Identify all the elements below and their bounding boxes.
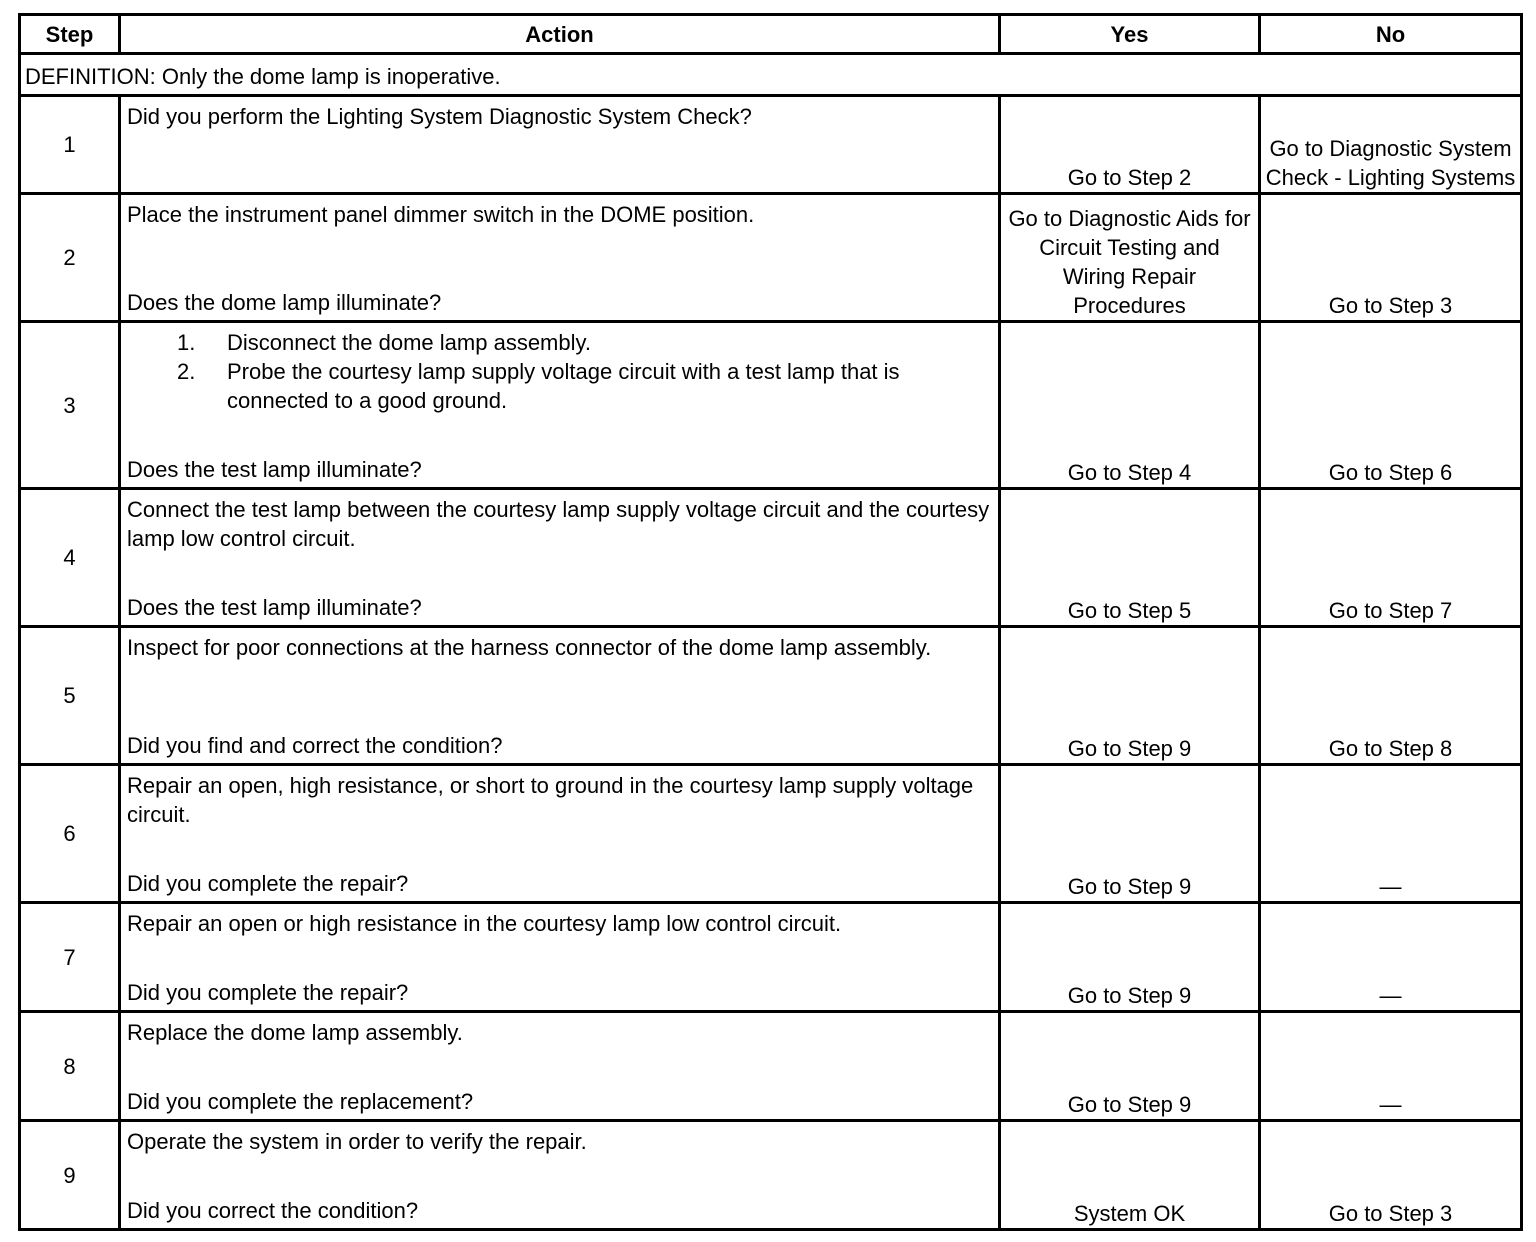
no-result: Go to Step 6 (1328, 460, 1453, 485)
yes-result: Go to Diagnostic Aids for Circuit Testing and Wiring Repair Procedures (1008, 206, 1251, 318)
table-row (20, 194, 1522, 322)
substep-number: 2. (177, 359, 196, 384)
yes-result: Go to Step 9 (1067, 983, 1192, 1008)
no-result: Go to Step 7 (1328, 598, 1453, 623)
action-instruction: Did you perform the Lighting System Diagnostic System Check? (127, 104, 752, 129)
step-number: 4 (20, 489, 120, 627)
action-cell (120, 489, 1000, 627)
step-number: 2 (20, 194, 120, 322)
no-result: Go to Step 3 (1328, 293, 1453, 318)
no-cell (1260, 96, 1522, 194)
yes-result: Go to Step 4 (1067, 460, 1192, 485)
header-action: Action (120, 15, 1000, 54)
yes-result: Go to Step 2 (1067, 165, 1192, 190)
action-cell (120, 194, 1000, 322)
step-number: 8 (20, 1012, 120, 1121)
no-cell (1260, 903, 1522, 1012)
header-yes: Yes (1000, 15, 1260, 54)
no-cell (1260, 1121, 1522, 1230)
yes-result: Go to Step 9 (1067, 1092, 1192, 1117)
yes-cell (1000, 194, 1260, 322)
header-row (20, 15, 1522, 54)
action-question: Did you find and correct the condition? (127, 733, 503, 758)
table-row (20, 96, 1522, 194)
table-row (20, 765, 1522, 903)
step-number: 5 (20, 627, 120, 765)
no-result: Go to Step 8 (1328, 736, 1453, 761)
yes-cell (1000, 1121, 1260, 1230)
action-instruction: Operate the system in order to verify the repair. (127, 1129, 587, 1154)
no-cell (1260, 1012, 1522, 1121)
substep-text: Disconnect the dome lamp assembly. (227, 330, 591, 355)
step-number: 1 (20, 96, 120, 194)
substep-item (127, 328, 992, 357)
action-cell (120, 322, 1000, 489)
definition-row (20, 54, 1522, 96)
action-question: Did you complete the repair? (127, 980, 409, 1005)
action-question: Does the test lamp illuminate? (127, 457, 422, 482)
yes-result: Go to Step 9 (1067, 874, 1192, 899)
yes-result: System OK (1073, 1201, 1186, 1226)
no-cell (1260, 322, 1522, 489)
action-question: Does the dome lamp illuminate? (127, 290, 442, 315)
table-row (20, 903, 1522, 1012)
no-result: — (1379, 874, 1402, 899)
table-row (20, 322, 1522, 489)
action-cell (120, 96, 1000, 194)
action-cell (120, 1012, 1000, 1121)
action-cell (120, 1121, 1000, 1230)
yes-cell (1000, 903, 1260, 1012)
no-result: Go to Step 3 (1328, 1201, 1453, 1226)
no-cell (1260, 765, 1522, 903)
table-row (20, 1012, 1522, 1121)
yes-result: Go to Step 5 (1067, 598, 1192, 623)
no-cell (1260, 194, 1522, 322)
yes-cell (1000, 1012, 1260, 1121)
action-instruction: Repair an open or high resistance in the courtesy lamp low control circuit. (127, 911, 842, 936)
action-cell (120, 903, 1000, 1012)
action-question: Did you complete the repair? (127, 871, 409, 896)
yes-cell (1000, 489, 1260, 627)
no-result: — (1379, 983, 1402, 1008)
action-substeps (127, 328, 992, 415)
table-row (20, 1121, 1522, 1230)
action-cell (120, 627, 1000, 765)
action-instruction: Connect the test lamp between the courtesy lamp supply voltage circuit and the courtesy lamp low control circuit. (127, 497, 990, 551)
action-instruction: Replace the dome lamp assembly. (127, 1020, 463, 1045)
step-number: 6 (20, 765, 120, 903)
no-result: — (1379, 1092, 1402, 1117)
definition-text: DEFINITION: Only the dome lamp is inoperative. (20, 54, 1522, 96)
substep-number: 1. (177, 330, 196, 355)
yes-result: Go to Step 9 (1067, 736, 1192, 761)
step-number: 7 (20, 903, 120, 1012)
no-cell (1260, 489, 1522, 627)
step-number: 3 (20, 322, 120, 489)
no-cell (1260, 627, 1522, 765)
yes-cell (1000, 765, 1260, 903)
yes-cell (1000, 96, 1260, 194)
action-cell (120, 765, 1000, 903)
action-question: Did you correct the condition? (127, 1198, 419, 1223)
diagnostic-table (18, 13, 1523, 1231)
action-instruction: Inspect for poor connections at the harness connector of the dome lamp assembly. (127, 635, 932, 660)
action-instruction: Place the instrument panel dimmer switch in the DOME position. (127, 202, 755, 227)
yes-cell (1000, 322, 1260, 489)
no-result: Go to Diagnostic System Check - Lighting Systems (1265, 136, 1516, 190)
substep-text: Probe the courtesy lamp supply voltage circuit with a test lamp that is connected to a good ground. (227, 359, 900, 413)
substep-item (127, 357, 992, 415)
yes-cell (1000, 627, 1260, 765)
header-no: No (1260, 15, 1522, 54)
action-instruction: Repair an open, high resistance, or short to ground in the courtesy lamp supply voltage circuit. (127, 773, 974, 827)
step-number: 9 (20, 1121, 120, 1230)
action-question: Did you complete the replacement? (127, 1089, 474, 1114)
action-question: Does the test lamp illuminate? (127, 595, 422, 620)
header-step: Step (20, 15, 120, 54)
table-row (20, 627, 1522, 765)
table-row (20, 489, 1522, 627)
